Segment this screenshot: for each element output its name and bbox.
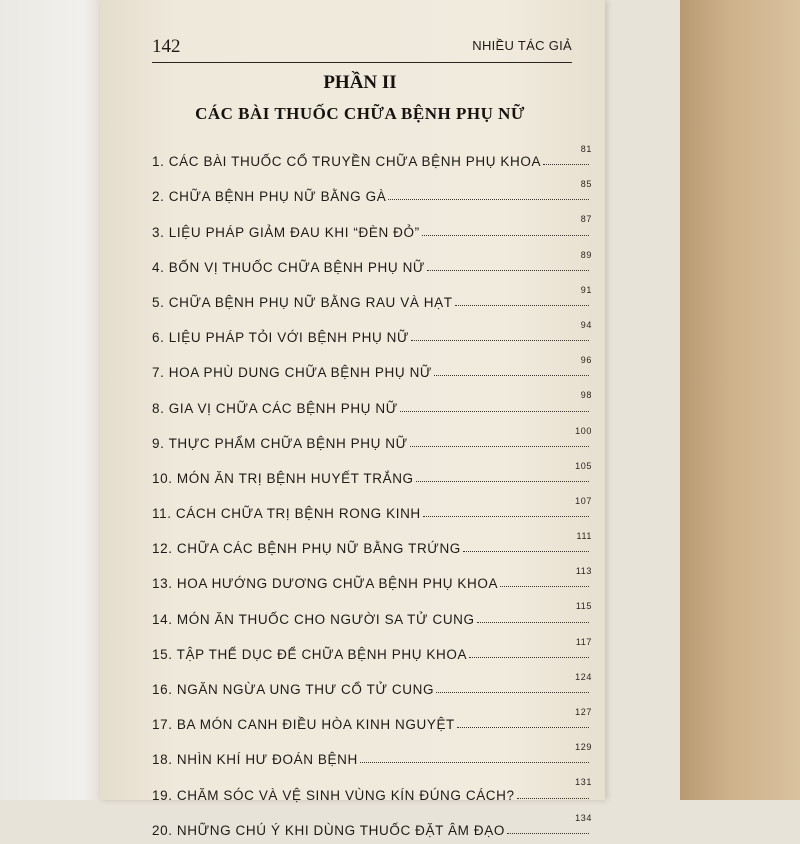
- toc-leader-dots: [423, 515, 589, 517]
- toc-item-page: 81: [580, 144, 592, 154]
- toc-leader-dots: [543, 163, 589, 165]
- toc-item-label: 5. CHỮA BỆNH PHỤ NỮ BẰNG RAU VÀ HẠT: [152, 294, 453, 310]
- toc-item: [152, 246, 592, 281]
- toc-item-page: 131: [575, 777, 592, 788]
- toc-leader-dots: [469, 656, 589, 658]
- toc-item: [152, 738, 592, 773]
- page-header: [152, 34, 572, 63]
- toc-leader-dots: [410, 445, 589, 447]
- toc-item-label: 14. MÓN ĂN THUỐC CHO NGƯỜI SA TỬ CUNG: [152, 611, 475, 627]
- toc-item-label: 12. CHỮA CÁC BỆNH PHỤ NỮ BẰNG TRỨNG: [152, 541, 461, 557]
- background-right-cover: [680, 0, 800, 800]
- running-head: NHIỀU TÁC GIẢ: [472, 38, 572, 53]
- toc-item: [152, 597, 592, 632]
- toc-item-label: 13. HOA HƯỚNG DƯƠNG CHỮA BỆNH PHỤ KHOA: [152, 576, 499, 592]
- toc-item-page: 107: [575, 495, 592, 506]
- toc-item: [152, 422, 592, 457]
- toc-item: [152, 562, 592, 597]
- toc-item-page: 113: [575, 566, 592, 577]
- toc-item: [152, 140, 592, 175]
- toc-leader-dots: [360, 761, 589, 763]
- toc-item-page: 87: [580, 214, 592, 225]
- toc-item: [152, 633, 592, 668]
- toc-leader-dots: [500, 585, 589, 587]
- toc-item-page: 91: [580, 284, 592, 295]
- toc-item-label: 19. CHĂM SÓC VÀ VỆ SINH VÙNG KÍN ĐÚNG CÁCH?: [152, 787, 515, 803]
- toc-item-label: 17. BA MÓN CANH ĐIỀU HÒA KINH NGUYỆT: [152, 717, 455, 733]
- book-page: [100, 0, 605, 838]
- toc-item-page: 89: [580, 249, 592, 260]
- toc-leader-dots: [463, 550, 589, 552]
- toc-item-label: 16. NGĂN NGỪA UNG THƯ CỔ TỬ CUNG: [152, 682, 435, 697]
- toc-item-label: 15. TẬP THỂ DỤC ĐỂ CHỮA BỆNH PHỤ KHOA: [152, 646, 468, 662]
- toc-leader-dots: [477, 621, 589, 623]
- page-number: 142: [152, 36, 181, 57]
- toc-item-label: 9. THỰC PHẨM CHỮA BỆNH PHỤ NỮ: [152, 435, 408, 451]
- toc-item-label: 1. CÁC BÀI THUỐC CỔ TRUYỀN CHỮA BỆNH PHỤ KHOA: [152, 154, 542, 170]
- toc-item: [152, 316, 592, 351]
- toc-leader-dots: [436, 691, 589, 693]
- toc-leader-dots: [507, 832, 589, 834]
- toc-leader-dots: [427, 269, 589, 271]
- part-subtitle: CÁC BÀI THUỐC CHỮA BỆNH PHỤ NỮ: [195, 104, 525, 123]
- toc-leader-dots: [416, 480, 589, 482]
- toc-item: [152, 210, 592, 245]
- toc-item: [152, 386, 592, 421]
- toc-item: [152, 527, 592, 562]
- toc-item-page: 127: [575, 707, 592, 717]
- toc-item-page: 129: [575, 742, 592, 753]
- toc-item-label: 8. GIA VỊ CHỮA CÁC BỆNH PHỤ NỮ: [152, 400, 398, 416]
- toc-item-page: 105: [575, 460, 592, 471]
- toc-item-label: 6. LIỆU PHÁP TỎI VỚI BỆNH PHỤ NỮ: [152, 330, 410, 346]
- toc-item: [152, 281, 592, 316]
- toc-item-label: 18. NHÌN KHÍ HƯ ĐOÁN BỆNH: [152, 752, 358, 768]
- toc-leader-dots: [388, 198, 589, 200]
- toc-item-page: 124: [575, 671, 592, 682]
- toc-leader-dots: [455, 304, 589, 306]
- toc-item-label: 2. CHỮA BỆNH PHỤ NỮ BẰNG GÀ: [152, 189, 387, 205]
- toc-leader-dots: [400, 410, 589, 412]
- toc-leader-dots: [422, 234, 589, 236]
- toc-leader-dots: [434, 374, 589, 376]
- toc-item-label: 4. BỐN VỊ THUỐC CHỮA BỆNH PHỤ NỮ: [152, 259, 426, 275]
- toc-item: [152, 773, 592, 808]
- toc-item-page: 117: [575, 636, 592, 647]
- toc-item-label: 7. HOA PHÙ DUNG CHỮA BỆNH PHỤ NỮ: [152, 365, 433, 381]
- toc-item-label: 11. CÁCH CHỮA TRỊ BỆNH RONG KINH: [152, 506, 421, 522]
- toc-item: [152, 809, 592, 844]
- toc-leader-dots: [517, 797, 589, 799]
- toc-item-label: 20. NHỮNG CHÚ Ý KHI DÙNG THUỐC ĐẶT ÂM ĐẠO: [152, 822, 505, 838]
- toc-item-page: 96: [580, 355, 592, 366]
- toc-item: [152, 457, 592, 492]
- toc-item: [152, 351, 592, 386]
- toc-item-page: 94: [580, 319, 592, 330]
- toc-leader-dots: [411, 339, 589, 341]
- toc-item: [152, 668, 592, 703]
- toc-item: [152, 703, 592, 738]
- toc-item-label: 10. MÓN ĂN TRỊ BỆNH HUYẾT TRẮNG: [152, 470, 414, 486]
- toc-item-page: 100: [575, 425, 592, 436]
- part-title: PHẦN II: [323, 72, 397, 93]
- toc-item-label: 3. LIỆU PHÁP GIẢM ĐAU KHI “ĐÈN ĐỎ”: [152, 224, 420, 240]
- toc-item-page: 115: [575, 601, 592, 612]
- toc-item: [152, 175, 592, 210]
- toc-item-page: 85: [580, 179, 592, 190]
- toc-item-page: 98: [580, 390, 592, 401]
- table-of-contents: [152, 140, 592, 844]
- toc-item-page: 111: [576, 531, 592, 542]
- toc-item: [152, 492, 592, 527]
- toc-item-page: 134: [575, 812, 592, 823]
- toc-leader-dots: [457, 726, 589, 728]
